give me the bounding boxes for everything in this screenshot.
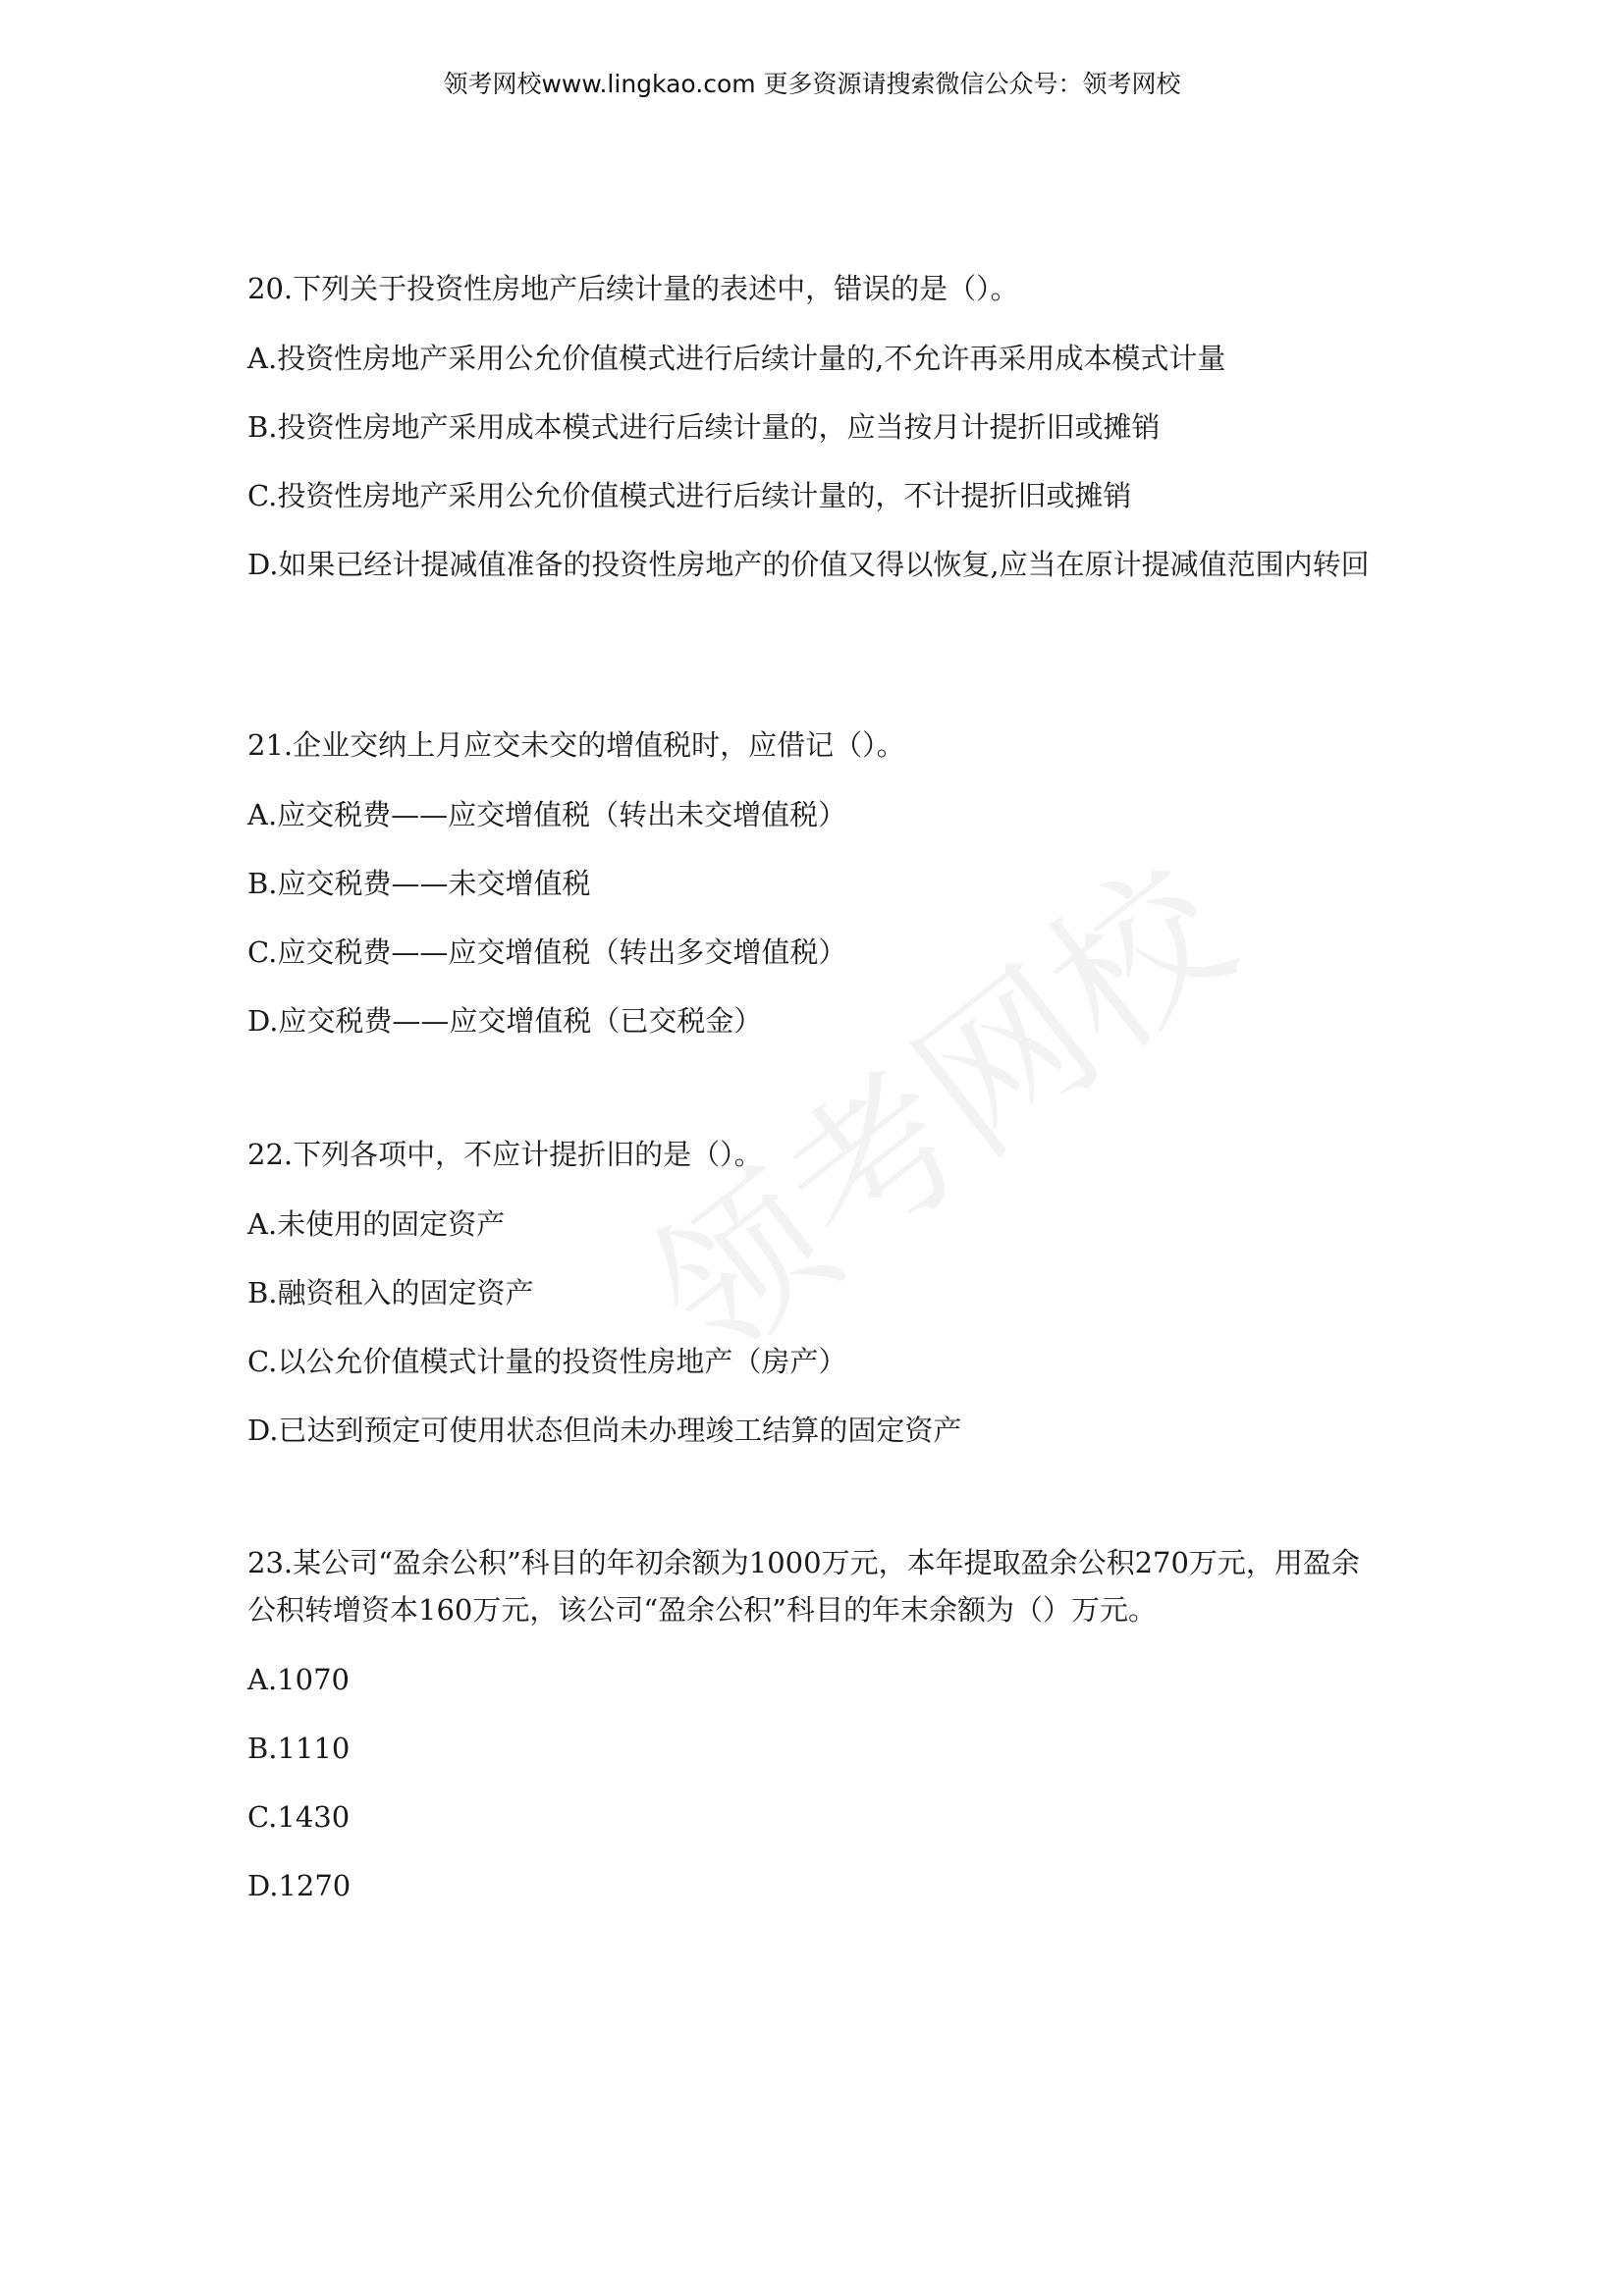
question-stem: 23.某公司“盈余公积”科目的年初余额为1000万元，本年提取盈余公积270万元，用盈余公积转增资本160万元，该公司“盈余公积”科目的年末余额为（）万元。 (247, 1546, 1360, 1627)
question-stem: 22.下列各项中，不应计提折旧的是（）。 (247, 1138, 763, 1171)
option-d: D.已达到预定可使用状态但尚未办理竣工结算的固定资产 (247, 1414, 962, 1447)
option-d: D.应交税费——应交增值税（已交税金） (247, 1004, 763, 1038)
option-b: B.投资性房地产采用成本模式进行后续计量的，应当按月计提折旧或摊销 (247, 410, 1161, 444)
option-a: A.1070 (247, 1663, 350, 1696)
question-21 (247, 721, 1386, 1043)
question-23 (247, 1539, 1386, 1908)
option-b: B.1110 (247, 1732, 351, 1765)
option-b: B.融资租入的固定资产 (247, 1276, 534, 1309)
question-stem: 21.企业交纳上月应交未交的增值税时，应借记（）。 (247, 728, 905, 762)
option-a: A.应交税费——应交增值税（转出未交增值税） (247, 798, 847, 831)
option-c: C.1430 (247, 1800, 351, 1834)
option-a: A.未使用的固定资产 (247, 1207, 506, 1241)
question-22 (247, 1131, 1386, 1453)
page-header: 领考网校www.lingkao.com 更多资源请搜索微信公众号：领考网校 (443, 70, 1181, 98)
option-b: B.应交税费——未交增值税 (247, 867, 591, 900)
option-c: C.应交税费——应交增值税（转出多交增值税） (247, 935, 847, 969)
option-c: C.投资性房地产采用公允价值模式进行后续计量的，不计提折旧或摊销 (247, 479, 1132, 512)
question-stem: 20.下列关于投资性房地产后续计量的表述中，错误的是（）。 (247, 272, 1019, 305)
option-a: A.投资性房地产采用公允价值模式进行后续计量的,不允许再采用成本模式计量 (247, 342, 1226, 375)
question-20 (247, 265, 1386, 587)
option-c: C.以公允价值模式计量的投资性房地产（房产） (247, 1345, 847, 1378)
option-d: D.如果已经计提减值准备的投资性房地产的价值又得以恢复,应当在原计提减值范围内转回 (247, 548, 1370, 581)
option-d: D.1270 (247, 1869, 352, 1902)
